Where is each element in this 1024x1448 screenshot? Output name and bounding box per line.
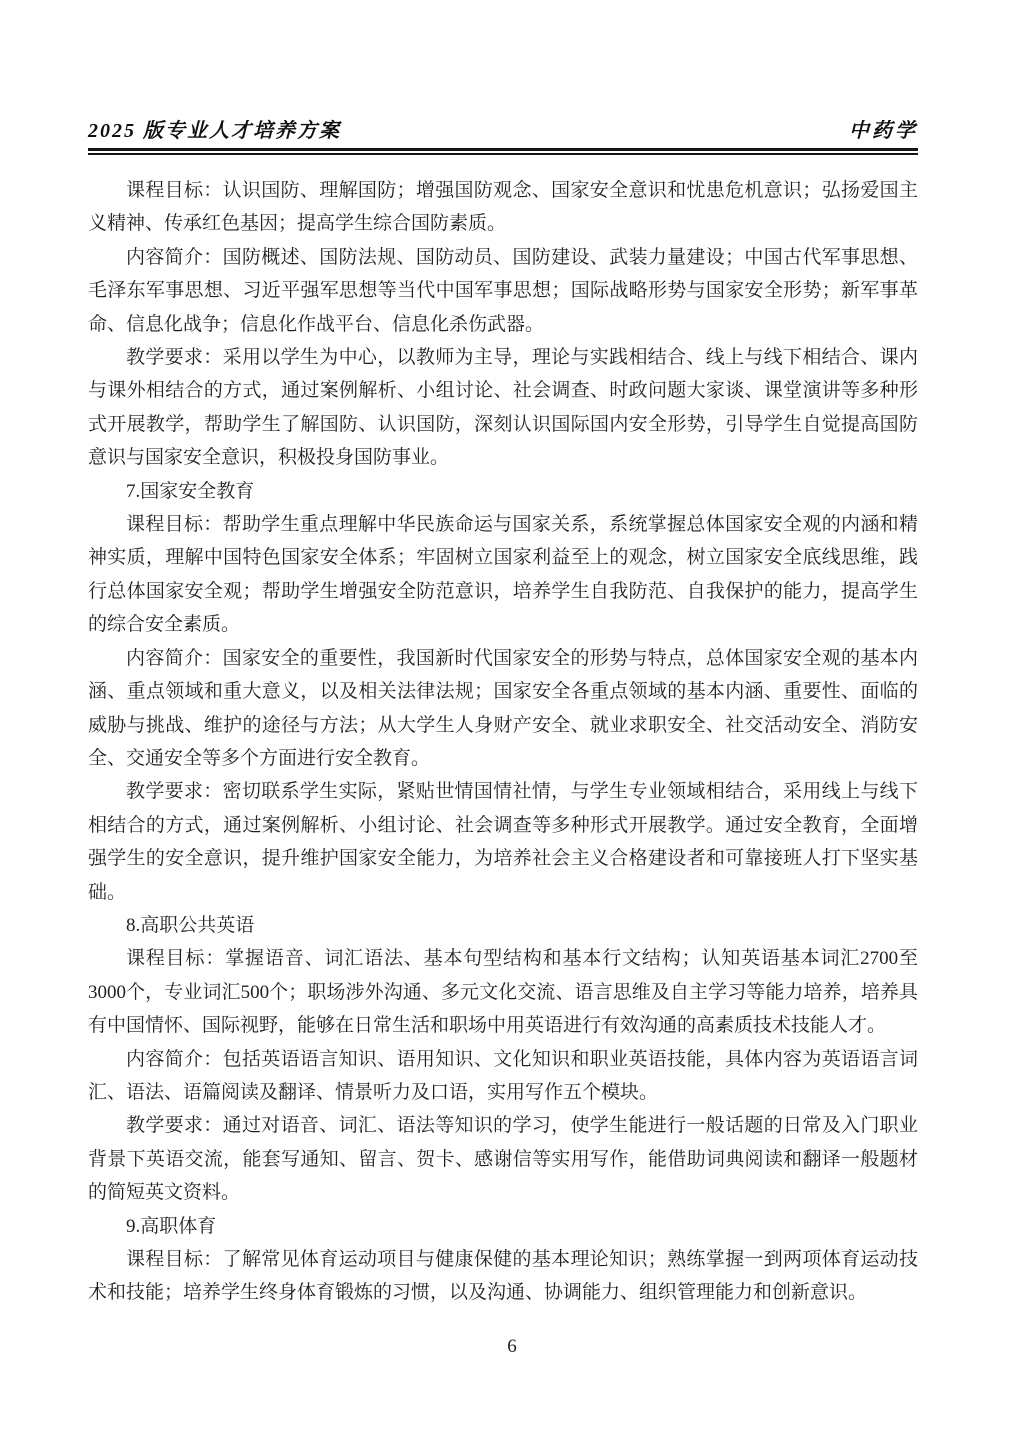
paragraph-security-content-summary: 内容简介：国家安全的重要性，我国新时代国家安全的形势与特点，总体国家安全观的基本内涵、重点领域和重大意义，以及相关法律法规；国家安全各重点领域的基本内涵、重要性、面临的威胁与挑战、维护的途径与方法；从大学生人身财产安全、就业求职安全、社交活动安全、消防安全、交通安全等多个方面进行安全教育。 xyxy=(88,647,918,769)
paragraph-english-content-summary: 内容简介：包括英语语言知识、语用知识、文化知识和职业英语技能，具体内容为英语语言词汇、语法、语篇阅读及翻译、情景听力及口语，实用写作五个模块。 xyxy=(88,1048,918,1103)
document-header xyxy=(88,114,918,143)
header-double-rule xyxy=(88,148,918,155)
header-right-title: 中药学 xyxy=(849,120,918,142)
header-left-title: 2025 版专业人才培养方案 xyxy=(88,120,341,142)
section-heading-9-vocational-pe: 9.高职体育 xyxy=(126,1215,217,1237)
paragraph-english-teaching-requirements: 教学要求：通过对语音、词汇、语法等知识的学习，使学生能进行一般话题的日常及入门职业背景下英语交流，能套写通知、留言、贺卡、感谢信等实用写作，能借助词典阅读和翻译一般题材的简短英文资料。 xyxy=(88,1115,918,1204)
paragraph-english-course-objectives: 课程目标：掌握语音、词汇语法、基本句型结构和基本行文结构；认知英语基本词汇2700至3000个，专业词汇500个；职场涉外沟通、多元文化交流、语言思维及自主学习等能力培养，培养具有中国情怀、国际视野，能够在日常生活和职场中用英语进行有效沟通的高素质技术技能人才。 xyxy=(88,948,918,1037)
document-body xyxy=(88,174,918,1310)
page-footer xyxy=(0,1336,1024,1358)
section-heading-8-vocational-public-english: 8.高职公共英语 xyxy=(126,914,255,936)
page-number: 6 xyxy=(507,1336,517,1357)
section-heading-7-national-security-education: 7.国家安全教育 xyxy=(126,480,255,502)
paragraph-security-course-objectives: 课程目标：帮助学生重点理解中华民族命运与国家关系，系统掌握总体国家安全观的内涵和精神实质，理解中国特色国家安全体系；牢固树立国家利益至上的观念，树立国家安全底线思维，践行总体国家安全观；帮助学生增强安全防范意识，培养学生自我防范、自我保护的能力，提高学生的综合安全素质。 xyxy=(88,514,918,636)
paragraph-security-teaching-requirements: 教学要求：密切联系学生实际，紧贴世情国情社情，与学生专业领域相结合，采用线上与线下相结合的方式，通过案例解析、小组讨论、社会调查等多种形式开展教学。通过安全教育，全面增强学生的安全意识，提升维护国家安全能力，为培养社会主义合格建设者和可靠接班人打下坚实基础。 xyxy=(88,781,918,903)
paragraph-pe-course-objectives: 课程目标：了解常见体育运动项目与健康保健的基本理论知识；熟练掌握一到两项体育运动技术和技能；培养学生终身体育锻炼的习惯，以及沟通、协调能力、组织管理能力和创新意识。 xyxy=(88,1249,918,1304)
paragraph-defense-course-objectives: 课程目标：认识国防、理解国防；增强国防观念、国家安全意识和忧患危机意识；弘扬爱国主义精神、传承红色基因；提高学生综合国防素质。 xyxy=(88,180,918,235)
paragraph-defense-teaching-requirements: 教学要求：采用以学生为中心，以教师为主导，理论与实践相结合、线上与线下相结合、课内与课外相结合的方式，通过案例解析、小组讨论、社会调查、时政问题大家谈、课堂演讲等多种形式开展教学，帮助学生了解国防、认识国防，深刻认识国际国内安全形势，引导学生自觉提高国防意识与国家安全意识，积极投身国防事业。 xyxy=(88,347,918,469)
paragraph-defense-content-summary: 内容简介：国防概述、国防法规、国防动员、国防建设、武装力量建设；中国古代军事思想、毛泽东军事思想、习近平强军思想等当代中国军事思想；国际战略形势与国家安全形势；新军事革命、信息化战争；信息化作战平台、信息化杀伤武器。 xyxy=(88,246,918,335)
